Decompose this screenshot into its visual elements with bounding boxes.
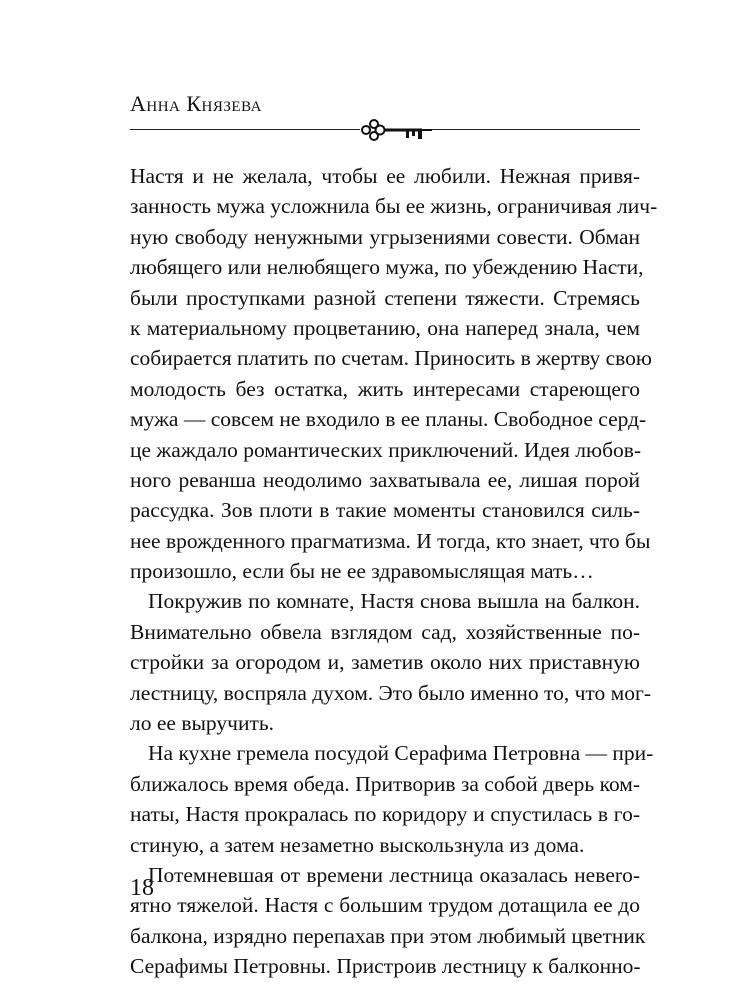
text-line-27: Серафимы Петровны. Пристроив лестницу к балконно-	[130, 954, 641, 979]
header-rule-right	[432, 129, 640, 130]
text-line-9: мужа — совсем не входило в ее планы. Свободное серд-	[130, 407, 647, 432]
text-line-13: нее врожденного прагматизма. И тогда, кто знает, что бы	[130, 528, 651, 553]
text-line-12: рассудка. Зов плоти в такие моменты становился силь-	[130, 498, 640, 523]
text-line-23: стиную, а затем незаметно выскользнула из дома.	[130, 832, 585, 857]
text-line-6: к материальному процветанию, она наперед знала, чем	[130, 315, 640, 340]
text-line-11: ного реванша неодолимо захватывала ее, лишая порой	[130, 467, 640, 492]
text-line-8: молодость без остатка, жить интересами стареющего	[130, 376, 640, 401]
text-line-22: наты, Настя прокралась по коридору и спустилась в го-	[130, 802, 640, 827]
page-number: 18	[130, 875, 154, 901]
key-ornament-icon	[360, 117, 432, 143]
text-line-1: Настя и не желала, чтобы ее любили. Нежная привя-	[130, 164, 640, 188]
text-line-25: ятно тяжелой. Настя с большим трудом дотащила ее до	[130, 893, 640, 918]
text-line-2: занность мужа усложнила бы ее жизнь, ограничивая лич-	[130, 194, 658, 219]
text-line-26: балкона, изрядно перепахав при этом любимый цветник	[130, 923, 646, 948]
text-line-20: На кухне гремела посудой Серафима Петровна — при-	[148, 741, 654, 766]
text-line-18: лестницу, воспряла духом. Это было именно то, что мог-	[130, 680, 652, 705]
text-line-4: любящего или нелюбящего мужа, по убеждению Насти,	[130, 255, 644, 280]
text-line-14: произошло, если бы не ее здравомыслящая мать…	[130, 559, 594, 584]
text-line-21: ближалось время обеда. Притворив за собой дверь ком-	[130, 771, 641, 796]
text-line-19: ло ее выручить.	[130, 711, 275, 736]
text-line-17: стройки за огородом и, заметив около них приставную	[130, 650, 640, 675]
text-line-7: собирается платить по счетам. Приносить в жертву свою	[130, 346, 652, 371]
running-head: Анна Князева	[130, 91, 262, 116]
text-line-15: Покружив по комнате, Настя снова вышла на балкон.	[148, 589, 640, 614]
text-line-24: Потемневшая от времени лестница оказалась невero-	[148, 862, 640, 887]
header-rule-left	[130, 129, 360, 130]
text-line-10: це жаждало романтических приключений. Идея любов-	[130, 437, 642, 462]
text-line-3: ную свободу ненужными угрызениями совести. Обман	[130, 224, 640, 249]
text-line-16: Внимательно обвела взглядом сад, хозяйственные по-	[130, 619, 640, 644]
text-line-5: были проступками разной степени тяжести. Стремясь	[130, 285, 640, 310]
body-text	[130, 161, 658, 982]
